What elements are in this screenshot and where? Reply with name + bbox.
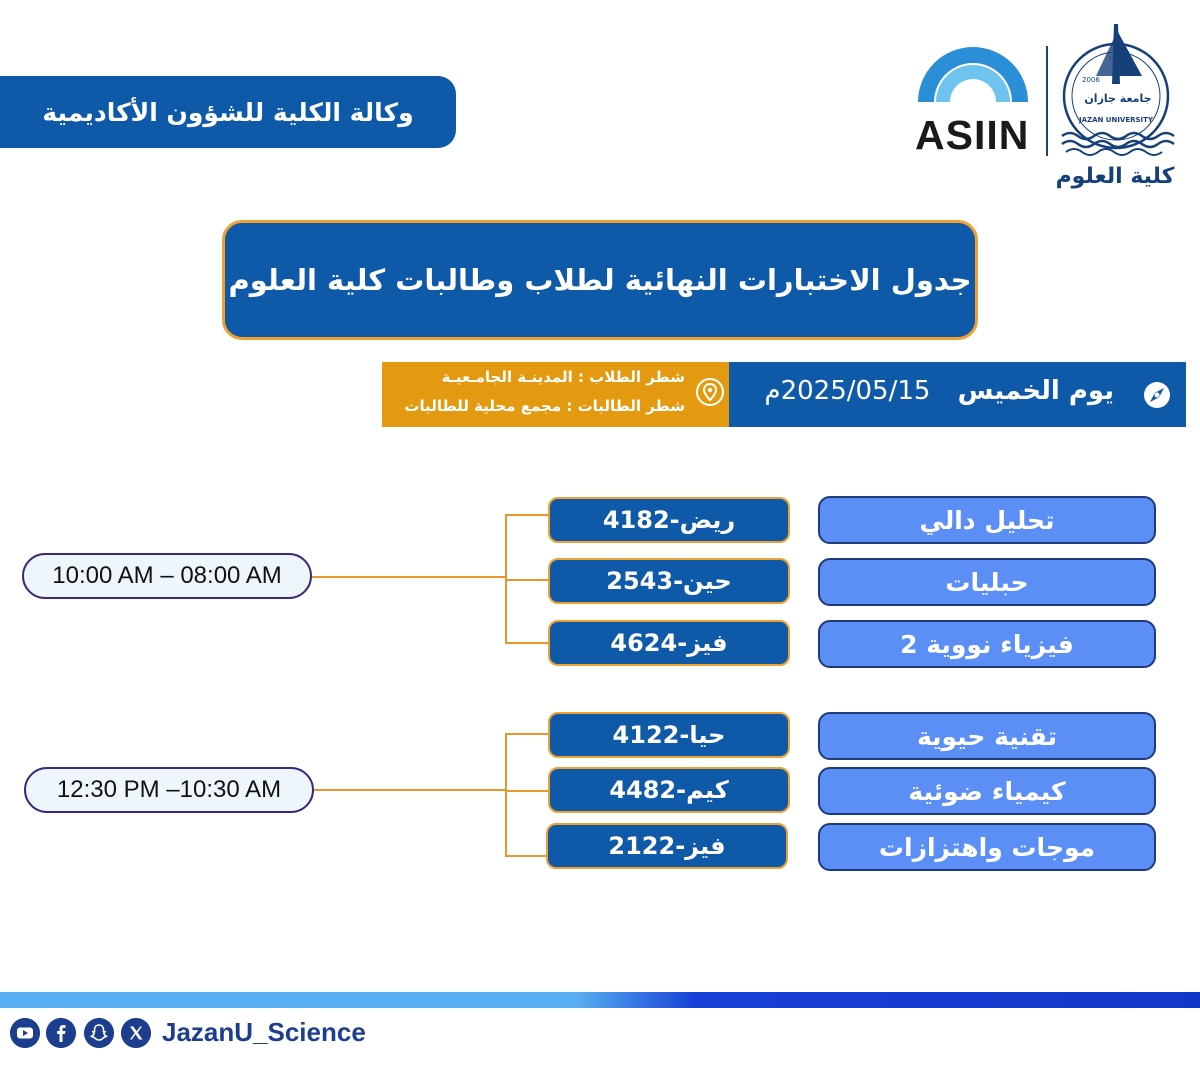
location-male: شطر الطلاب : المدينـة الجامـعيـة — [441, 368, 685, 386]
emblem-calligraphy: جامعة جازان — [1084, 92, 1152, 105]
connector-line — [505, 855, 547, 857]
exam-date-value: 2025/05/15م — [764, 376, 931, 406]
session-time: 12:30 PM –10:30 AM — [24, 767, 314, 813]
connector-line — [312, 789, 506, 791]
course-code: 254حين-3 — [548, 558, 790, 604]
location-female: شطر الطالبات : مجمع محلية للطالبات — [404, 397, 685, 415]
university-emblem-icon — [1056, 14, 1176, 164]
connector-line — [505, 733, 507, 857]
emblem-university-name: JAZAN UNIVERSITY — [1078, 116, 1154, 124]
exam-day: يوم الخميس — [957, 376, 1114, 406]
emblem-year-hijri: ١٤٢٦ — [1108, 54, 1124, 62]
social-handle[interactable]: JazanU_Science — [162, 1017, 366, 1047]
location-pin-icon — [695, 377, 725, 407]
footer-bar — [0, 992, 1200, 1008]
course-code: 462فيز-4 — [548, 620, 790, 666]
course-name: تحليل دالي — [818, 496, 1156, 544]
connector-line — [505, 790, 549, 792]
session-time: 10:00 AM – 08:00 AM — [22, 553, 312, 599]
course-code: 212فيز-2 — [546, 823, 788, 869]
course-code: 412حيا-2 — [548, 712, 790, 758]
compass-icon — [1143, 381, 1171, 409]
connector-line — [505, 642, 549, 644]
page-title: جدول الاختبارات النهائية لطلاب وطالبات كلية العلوم — [222, 220, 978, 340]
course-code: 448كيم-2 — [548, 767, 790, 813]
exam-date — [736, 376, 1114, 406]
asiin-wordmark: ASIIN — [915, 112, 1030, 158]
course-name: حبليات — [818, 558, 1156, 606]
connector-line — [505, 733, 549, 735]
facebook-icon[interactable] — [46, 1018, 76, 1048]
department-banner: وكالة الكلية للشؤون الأكاديمية — [0, 76, 456, 148]
youtube-icon[interactable] — [10, 1018, 40, 1048]
course-name: كيمياء ضوئية — [818, 767, 1156, 815]
course-code: 418ريض-2 — [548, 497, 790, 543]
course-name: موجات واهتزازات — [818, 823, 1156, 871]
snapchat-icon[interactable] — [84, 1018, 114, 1048]
connector-line — [505, 514, 549, 516]
connector-line — [505, 579, 549, 581]
emblem-year-gregorian: 2006 — [1082, 76, 1100, 84]
x-icon[interactable] — [121, 1018, 151, 1048]
course-name: تقنية حيوية — [818, 712, 1156, 760]
college-label: كلية العلوم — [1055, 164, 1175, 189]
connector-line — [312, 576, 506, 578]
course-name: فيزياء نووية 2 — [818, 620, 1156, 668]
logo-divider — [1046, 46, 1048, 156]
